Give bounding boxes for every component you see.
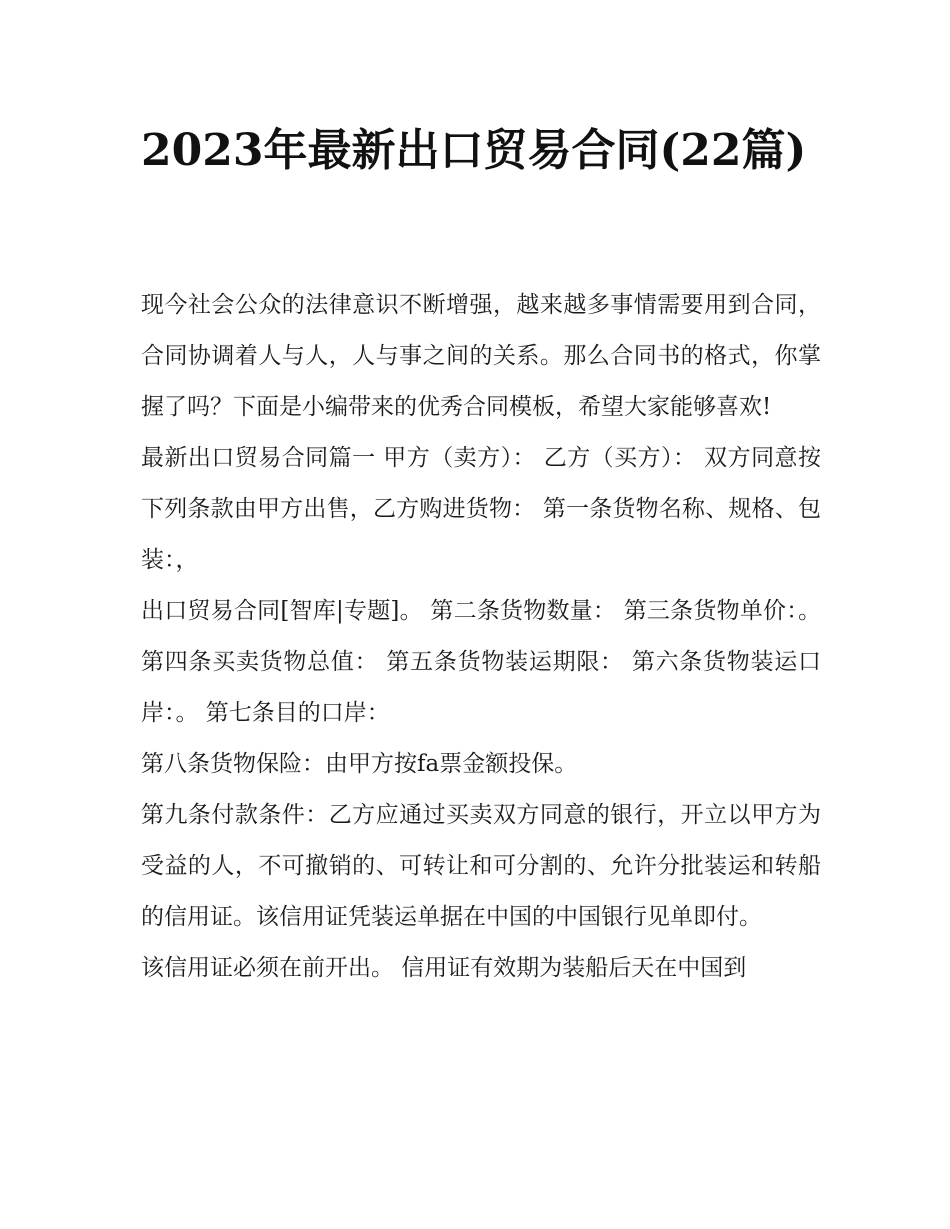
paragraph-3: 第八条货物保险：由甲方按fa票金额投保。 xyxy=(141,751,578,777)
paragraph-2: 出口贸易合同[智库|专题]。 第二条货物数量： 第三条货物单价：。 第四条买卖货物总值： 第五条货物装运期限： 第六条货物装运口岸：。 第七条目的口岸： xyxy=(141,598,821,726)
document-body xyxy=(141,280,821,994)
paragraph-5: 该信用证必须在前开出。 信用证有效期为装船后天在中国到 xyxy=(141,955,747,981)
document-title: 2023年最新出口贸易合同(22篇) xyxy=(141,125,807,176)
paragraph-4: 第九条付款条件：乙方应通过买卖双方同意的银行，开立以甲方为受益的人，不可撤销的、可转让和可分割的、允许分批装运和转船的信用证。该信用证凭装运单据在中国的中国银行见单即付。 xyxy=(141,802,821,930)
paragraph-1: 最新出口贸易合同篇一 甲方（卖方）： 乙方（买方）： 双方同意按下列条款由甲方出售，乙方购进货物： 第一条货物名称、规格、包装：， xyxy=(141,445,821,573)
paragraph-intro: 现今社会公众的法律意识不断增强，越来越多事情需要用到合同，合同协调着人与人，人与事之间的关系。那么合同书的格式，你掌握了吗？下面是小编带来的优秀合同模板，希望大家能够喜欢! xyxy=(141,292,821,420)
